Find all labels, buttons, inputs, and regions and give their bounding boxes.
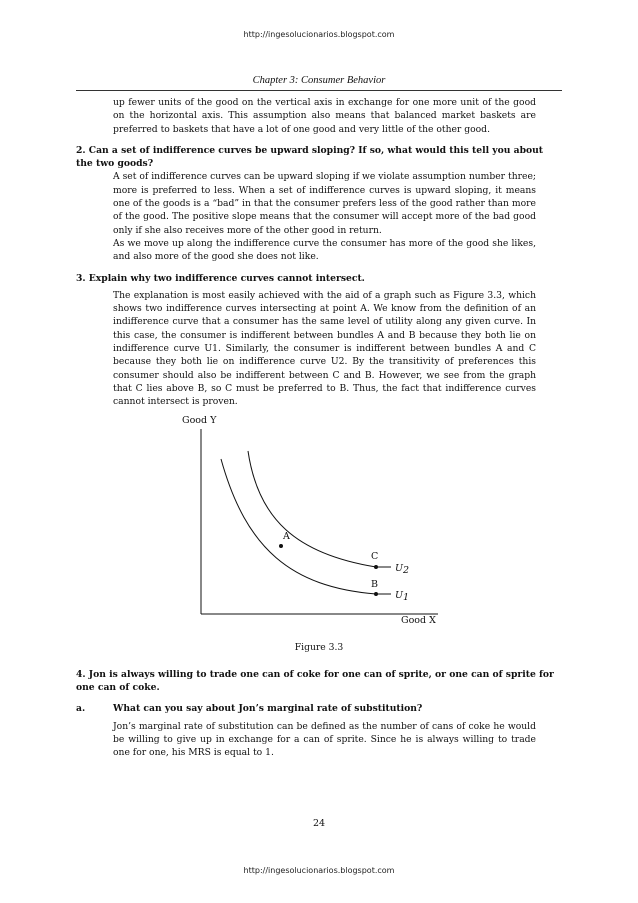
figure-caption: Figure 3.3: [294, 641, 344, 653]
question-3: 3. Explain why two indifference curves cannot intersect.: [76, 272, 365, 284]
point-c-marker: [374, 565, 378, 569]
question-4: 4. Jon is always willing to trade one can of coke for one can of sprite, or one can of sprite for one can of coke.: [76, 668, 554, 694]
indifference-curve-u1: [221, 459, 379, 594]
point-c-label: C: [371, 550, 379, 562]
question-4a-label: a.: [76, 703, 86, 715]
answer-2: [76, 170, 562, 263]
curve-u2-label: [395, 563, 409, 576]
page-content: [76, 96, 562, 760]
question-4a: [76, 702, 562, 715]
point-b-label: B: [371, 578, 378, 590]
point-a-label: A: [283, 530, 290, 542]
continuation-paragraph: up fewer units of the good on the vertical axis in exchange for one more unit of the good on the horizontal axis. This assumption also means that balanced market baskets are preferred to baskets that have a lot of one good and very little of the other good.: [113, 97, 536, 135]
curve-u2-letter: U: [395, 562, 404, 574]
point-b-marker: [374, 592, 378, 596]
page-number: 24: [312, 818, 326, 829]
source-url-top[interactable]: http://ingesolucionarios.blogspot.com: [243, 30, 395, 39]
figure-3-3: [76, 409, 562, 639]
answer-2-part-1: A set of indifference curves can be upward sloping if we violate assumption number three; more is preferred to less. When a set of indifference curves is upward sloping, it means one of the goods is a “bad” in that the consumer prefers less of the good rather than more of the good. The positive slope means that the consumer will accept more of the bad good only if she also receives more of the other good in return.: [113, 171, 536, 236]
chapter-header: Chapter 3: Consumer Behavior: [252, 75, 386, 86]
curve-u2-subscript: 2: [403, 564, 410, 576]
y-axis-label: Good Y: [182, 414, 217, 426]
answer-4a: Jon’s marginal rate of substitution can be defined as the number of cans of coke he would be willing to give up in exchange for a can of sprite. Since he is always willing to trade one for one, his MRS is equal to 1.: [113, 720, 536, 759]
header-rule: [76, 90, 562, 91]
indifference-curve-graph: [76, 409, 562, 639]
x-axis-label: Good X: [401, 614, 436, 626]
curve-u1-subscript: 1: [403, 591, 410, 603]
source-url-bottom[interactable]: http://ingesolucionarios.blogspot.com: [243, 866, 395, 875]
curve-u1-label: [395, 590, 409, 603]
answer-2-part-2: As we move up along the indifference curve the consumer has more of the good she likes, and also more of the good she does not like.: [113, 237, 536, 263]
answer-3: The explanation is most easily achieved with the aid of a graph such as Figure 3.3, which shows two indifference curves intersecting at point A. We know from the definition of an indifference curve that a consumer has the same level of utility along any given curve. In this case, the consumer is indifferent between bundles A and B because they both lie on indifference curve U1. Similarly, the consumer is indifferent between bundles A and C because they both lie on indifference curve U2. By the transitivity of preferences this consumer should also be indifferent between C and B. However, we see from the graph that C lies above B, so C must be preferred to B. Thus, the fact that indifference curves cannot intersect is proven.: [113, 289, 536, 408]
question-2: 2. Can a set of indifference curves be upward sloping? If so, what would this tell you about the two goods?: [76, 144, 544, 170]
point-a-marker: [279, 544, 283, 548]
question-4a-text: What can you say about Jon’s marginal rate of substitution?: [113, 703, 423, 715]
curve-u1-letter: U: [395, 589, 404, 601]
